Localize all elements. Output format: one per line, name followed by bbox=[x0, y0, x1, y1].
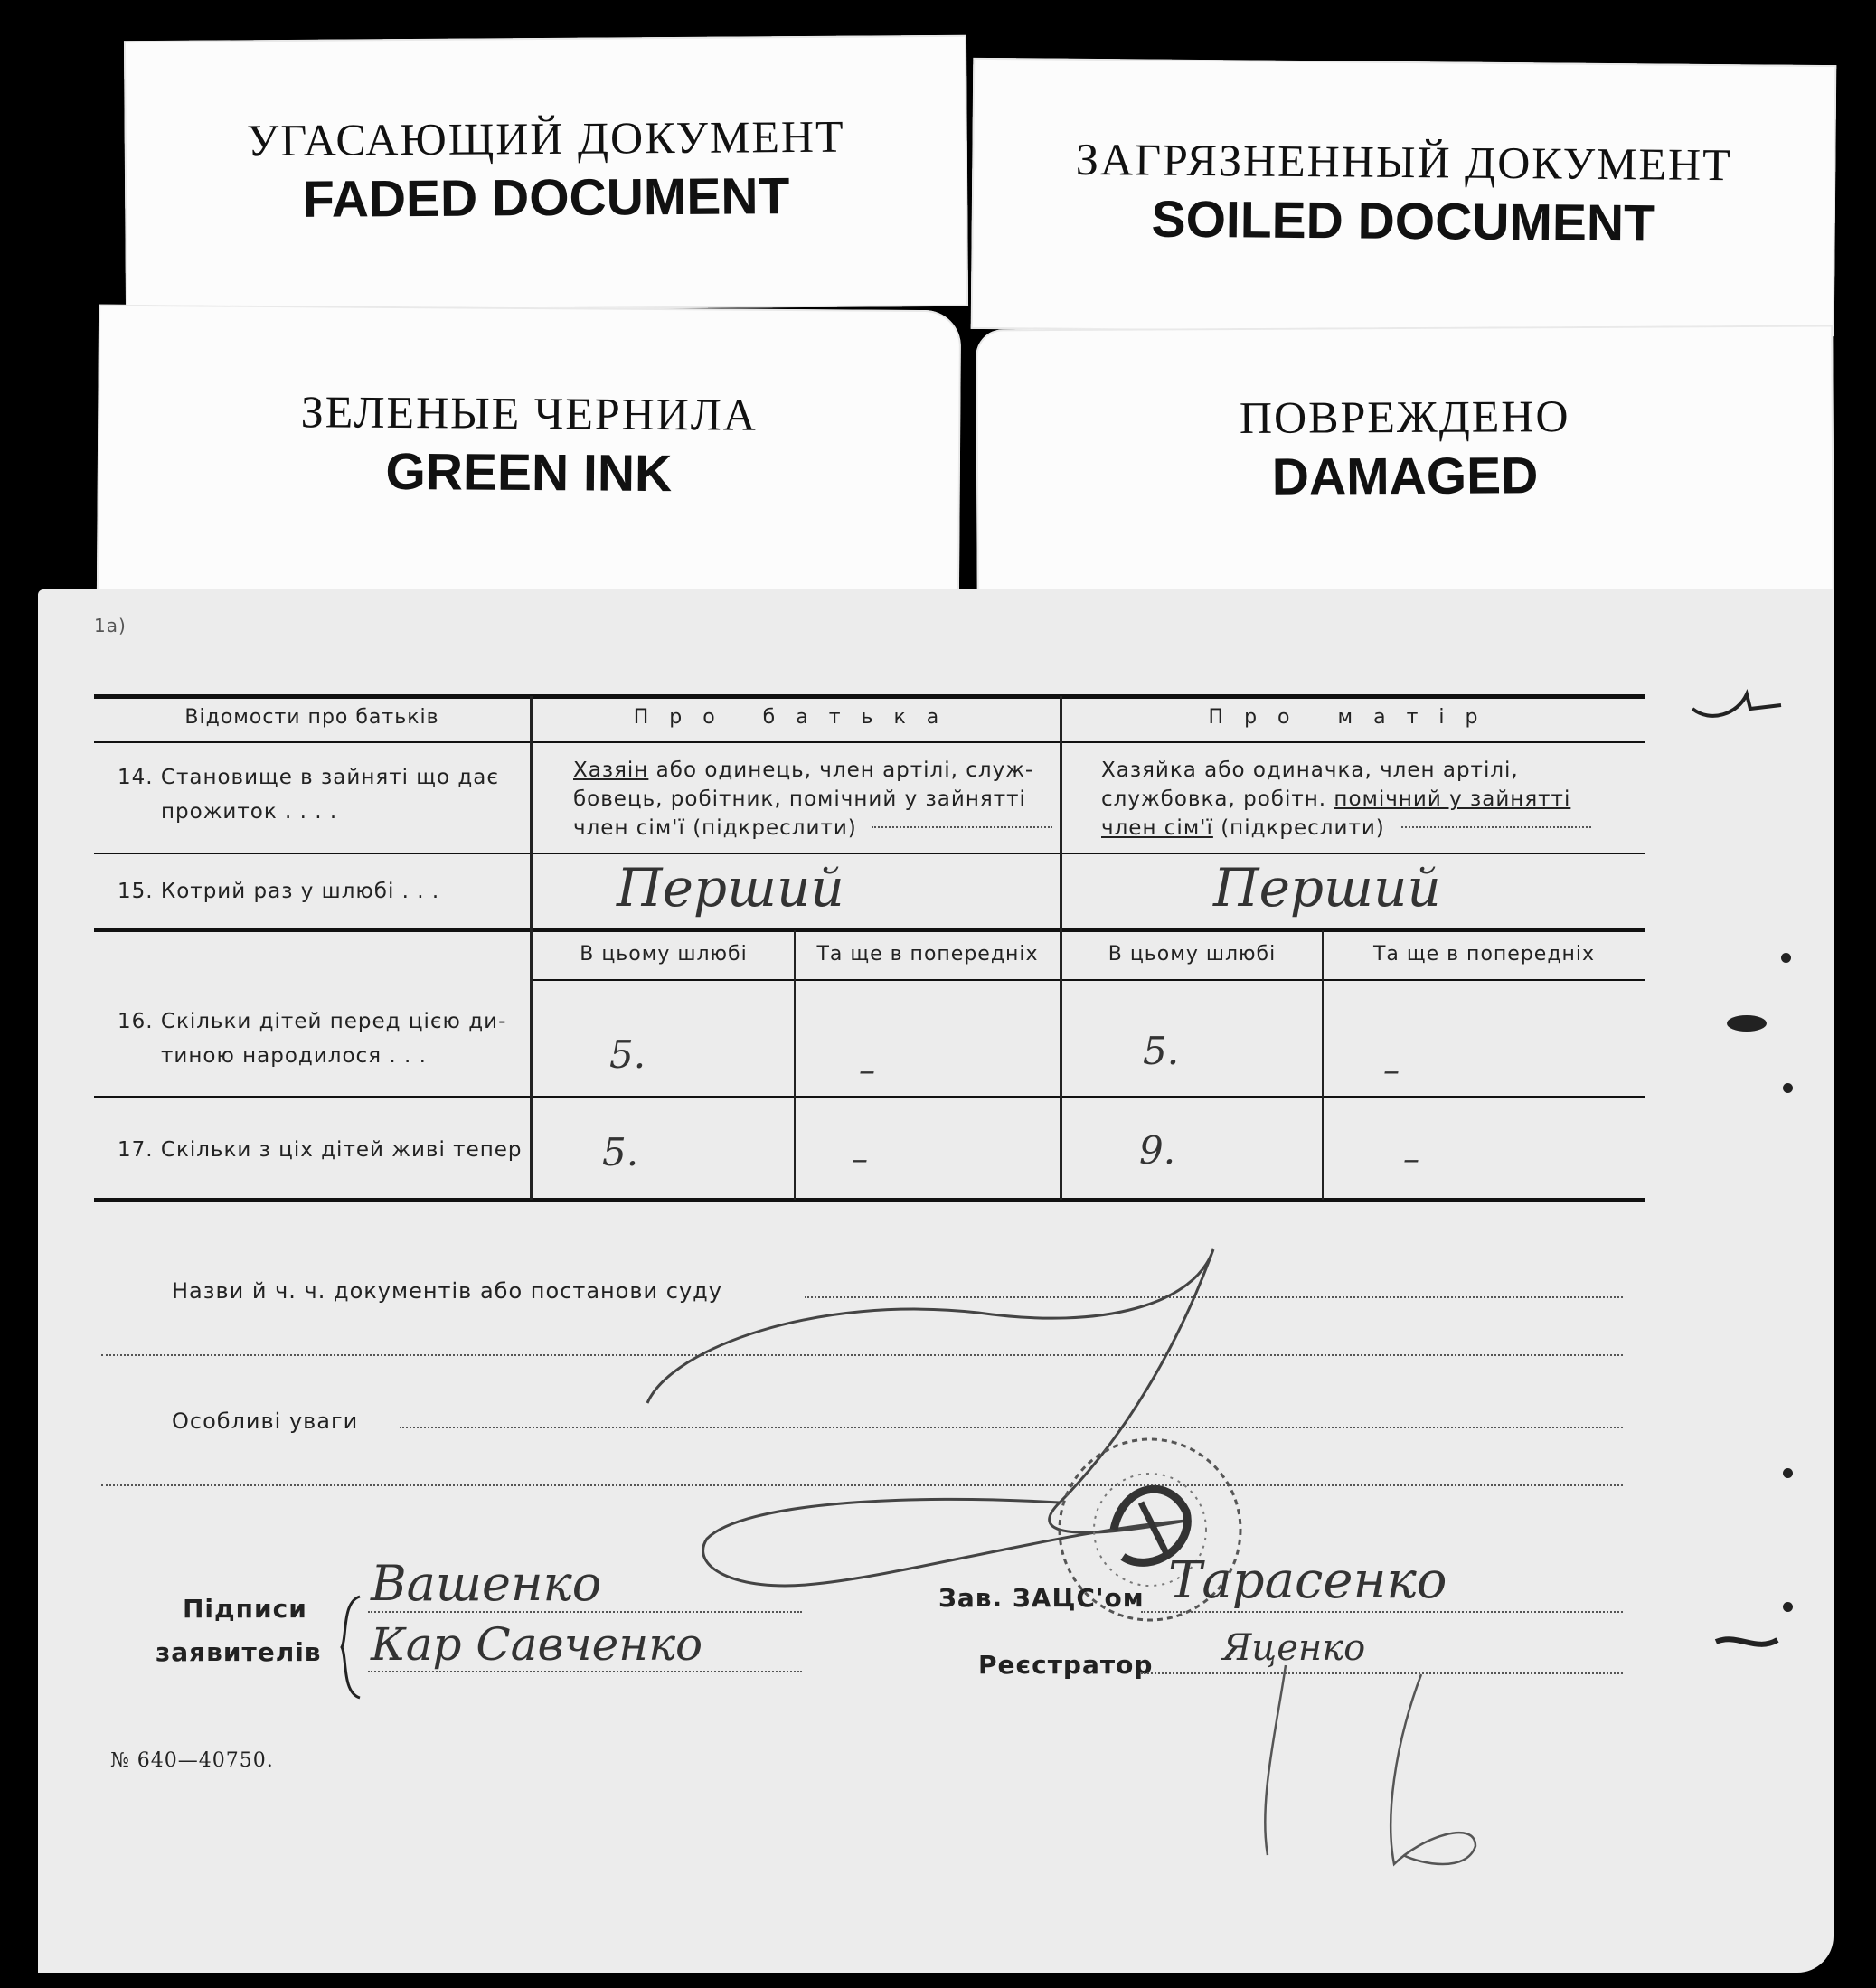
row16-mother-this: 5. bbox=[1143, 1029, 1180, 1073]
row17-father-this: 5. bbox=[602, 1130, 639, 1174]
header-father: Про батька bbox=[633, 706, 960, 729]
table-bottom-rule bbox=[94, 1198, 1645, 1202]
rule bbox=[94, 1096, 1645, 1098]
form-number: № 640—40750. bbox=[110, 1749, 274, 1772]
father-line2: бовець, робітник, помічний у зайнятті bbox=[573, 787, 1026, 811]
row14-label-2: прожиток . . . . bbox=[161, 800, 338, 824]
head-signature: Тарасенко bbox=[1168, 1551, 1447, 1610]
notes-label: Особливі уваги bbox=[172, 1409, 359, 1434]
header-mother: Про матір bbox=[1208, 706, 1499, 729]
header-parents: Відомости про батьків bbox=[184, 706, 439, 729]
faded-document-card bbox=[124, 35, 968, 312]
father-owner-underlined: Хазяін bbox=[573, 758, 649, 782]
row16-father-prev: – bbox=[859, 1052, 875, 1089]
punch-hole bbox=[1781, 953, 1791, 963]
card-title-ru: ЗАГРЯЗНЕННЫЙ ДОКУМЕНТ bbox=[1075, 133, 1732, 191]
sub-father-prev: Та ще в попередніх bbox=[816, 943, 1039, 966]
corner-mark: 1а) bbox=[94, 615, 127, 636]
dotted-line bbox=[872, 826, 1052, 828]
father-line3: член сім'ї (підкреслити) bbox=[573, 816, 857, 840]
card-title-ru: ПОВРЕЖДЕНО bbox=[1239, 391, 1570, 443]
row15-mother-value: Перший bbox=[1213, 857, 1441, 919]
damage-mark bbox=[1711, 1625, 1783, 1658]
mother-line3b: (підкреслити) bbox=[1212, 816, 1385, 840]
row17-mother-prev: – bbox=[1403, 1141, 1419, 1178]
row16-label-2: тиною народилося . . . bbox=[161, 1044, 427, 1068]
form-sheet bbox=[38, 589, 1834, 1973]
damaged-card bbox=[976, 325, 1834, 601]
dotted-line bbox=[1141, 1611, 1623, 1613]
punch-hole bbox=[1783, 1083, 1793, 1093]
applicant-signature-2: Кар Савченко bbox=[371, 1618, 703, 1671]
punch-hole bbox=[1783, 1468, 1793, 1478]
row16-father-this: 5. bbox=[609, 1032, 646, 1077]
card-title-ru: ЗЕЛЕНЫЕ ЧЕРНИЛА bbox=[300, 386, 759, 440]
table-top-rule bbox=[94, 694, 1645, 699]
sub-mother-this: В цьому шлюбі bbox=[1108, 943, 1277, 966]
row16-mother-prev: – bbox=[1383, 1052, 1400, 1089]
green-ink-card bbox=[97, 305, 961, 600]
dotted-line bbox=[368, 1671, 802, 1672]
sub-father-this: В цьому шлюбі bbox=[580, 943, 748, 966]
applicant-signature-1: Вашенко bbox=[371, 1555, 602, 1612]
dotted-line bbox=[1401, 826, 1591, 828]
signature-brace bbox=[329, 1593, 365, 1701]
registrar-label: Реєстратор bbox=[978, 1650, 1154, 1680]
card-title-en: FADED DOCUMENT bbox=[302, 167, 790, 229]
row17-label: 17. Скільки з ціх дітей живі тепер bbox=[118, 1138, 523, 1162]
card-title-en: SOILED DOCUMENT bbox=[1151, 190, 1656, 253]
mother-helper-underlined: помічний у зайнятті bbox=[1334, 787, 1571, 811]
rule bbox=[94, 853, 1645, 854]
rule bbox=[94, 928, 1645, 932]
row15-father-value: Перший bbox=[617, 857, 844, 919]
card-title-ru: УГАСАЮЩИЙ ДОКУМЕНТ bbox=[246, 110, 845, 166]
damage-mark bbox=[1683, 678, 1792, 732]
row17-mother-this: 9. bbox=[1139, 1128, 1176, 1173]
card-title-en: GREEN INK bbox=[385, 442, 673, 504]
sub-mother-prev: Та ще в попередніх bbox=[1372, 943, 1596, 966]
soiled-document-card bbox=[971, 58, 1837, 336]
documents-label: Назви й ч. ч. документів або постанови суду bbox=[172, 1278, 722, 1304]
dotted-line bbox=[368, 1611, 802, 1613]
registrar-signature: Яценко bbox=[1222, 1627, 1366, 1669]
signatures-label-2: заявителів bbox=[156, 1637, 322, 1667]
signatures-label-1: Підписи bbox=[183, 1594, 307, 1624]
punch-hole bbox=[1783, 1602, 1793, 1612]
row17-father-prev: – bbox=[852, 1141, 868, 1178]
rule bbox=[533, 979, 1645, 981]
rule bbox=[94, 741, 1645, 743]
row14-label-1: 14. Становище в зайняті що дає bbox=[118, 766, 499, 789]
mother-family-underlined: член сім'ї bbox=[1101, 816, 1213, 840]
mother-line2a: службовка, робітн. bbox=[1101, 787, 1334, 811]
damage-mark bbox=[1720, 1005, 1774, 1041]
head-label: Зав. ЗАЦС'ом bbox=[938, 1583, 1145, 1613]
row15-label: 15. Котрий раз у шлюбі . . . bbox=[118, 880, 440, 903]
mother-line1: Хазяйка або одиначка, член артілі, bbox=[1101, 758, 1519, 782]
father-line1: або одинець, член артілі, служ- bbox=[648, 758, 1034, 782]
ink-scrawl bbox=[1249, 1656, 1521, 1882]
row14-mother bbox=[1101, 756, 1570, 843]
card-title-en: DAMAGED bbox=[1271, 447, 1539, 506]
row14-father bbox=[573, 756, 1033, 843]
row16-label-1: 16. Скільки дітей перед цією ди- bbox=[118, 1010, 507, 1033]
